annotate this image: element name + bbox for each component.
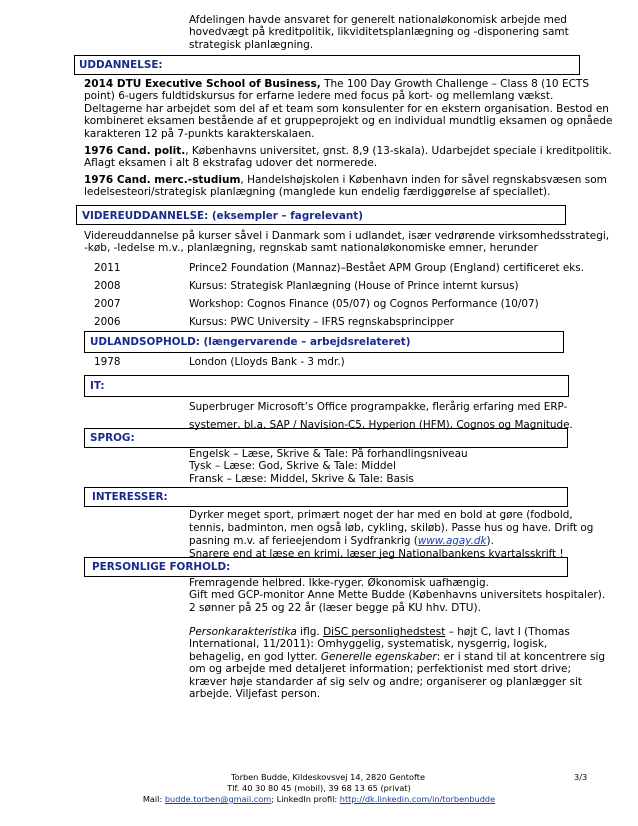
personlighed-line: om og arbejde med detaljeret information; perfektionist med stort drive; <box>189 663 572 676</box>
education-merc <box>84 174 607 199</box>
interesser-line: pasning m.v. af feriеejendom i Sydfrankrig ( <box>189 535 418 547</box>
mail-label: Mail: <box>142 794 165 804</box>
stay-year: 1978 <box>94 356 121 368</box>
education-dtu-text: Deltagerne har arbejdet som del af et team som konsulenter for en ekstern organisation. Bestod en <box>84 102 609 115</box>
course-year: 2008 <box>94 280 121 292</box>
personlighed-line: kræver høje standarder af sig selv og andre; organiserer og planlægger sit <box>189 675 583 688</box>
section-heading-videre: VIDEREUDDANNELSE: (eksempler – fagrelevant) <box>82 210 363 222</box>
intro-line: hovedvægt på kreditpolitik, likviditetsplanlægning og -disponering samt <box>189 26 569 39</box>
course-text: Workshop: Cognos Finance (05/07) og Cognos Performance (10/07) <box>189 298 539 310</box>
personlighed-text <box>189 626 605 700</box>
course-year: 2011 <box>94 262 121 274</box>
personlige-line: 2 sønner på 25 og 22 år (læser begge på KU hhv. DTU). <box>189 601 481 614</box>
interesser-line: Dyrker meget sport, primært noget der har med en bold at gøre (fodbold, <box>189 509 573 521</box>
footer-address: Torben Budde, Kildeskovsvej 14, 2820 Gentofte <box>230 772 426 782</box>
personlighed-line: International, 11/2011): Omhyggelig, systematisk, nysgerrig, logisk, <box>189 638 548 651</box>
education-merc-text: , Handelshøjskolen i København inden for såvel regnskabsvæsen som <box>240 174 607 186</box>
interesser-line: Snarere end at læse en krimi, læser jeg Nationalbankens kvartalsskrift ! <box>189 548 564 560</box>
section-heading-sprog: SPROG: <box>90 432 135 444</box>
course-year: 2007 <box>94 298 121 310</box>
education-dtu-text: The 100 Day Growth Challenge – Class 8 (10 ECTS <box>320 78 589 90</box>
agay-link[interactable]: www.agay.dk <box>417 535 487 547</box>
education-polit-text: , Københavns universitet, gnst. 8,9 (13-skala). Udarbejdet speciale i kreditpolitik. <box>185 145 612 157</box>
personlighed-text-part: behagelig, en god lytter. <box>189 650 321 663</box>
section-box-it <box>84 375 569 397</box>
section-heading-interesser: INTERESSER: <box>92 491 168 503</box>
linkedin-label: ; LinkedIn profil: <box>271 794 340 804</box>
page-number: 3/3 <box>574 772 588 782</box>
videre-intro-line: Videreuddannelse på kurser såvel i Danmark som i udlandet, især vedrørende virksomhedsstrategi, <box>84 230 610 242</box>
education-dtu-text: kombineret eksamen bestående af et gruppeprojekt og en individual mundtlig eksamen og opnåede <box>84 115 613 128</box>
interesser-text <box>189 509 593 561</box>
personlige-line: Gift med GCP-monitor Anne Mette Budde (Københavns universitets hospitaler). <box>189 589 606 602</box>
education-merc-title: 1976 Cand. merc.-studium <box>84 174 241 186</box>
section-heading-personlige: PERSONLIGE FORHOLD: <box>92 561 231 573</box>
it-line: systemer, bl.a. SAP / Navision-C5, Hyperion (HFM), Cognos og Magnitude. <box>189 419 573 431</box>
sprog-line: Fransk – Læse: Middel, Skrive & Tale: Basis <box>189 472 414 485</box>
videre-intro <box>84 230 609 255</box>
intro-line: Afdelingen havde ansvaret for generelt nationaløkonomisk arbejde med <box>189 14 567 26</box>
footer-line-3 <box>0 794 638 805</box>
sprog-line: Tysk – Læse: God, Skrive & Tale: Middel <box>189 460 396 473</box>
education-polit-text: Aflagt eksamen i alt 8 ekstrafag udover det normerede. <box>84 157 378 170</box>
course-text: Prince2 Foundation (Mannaz)–Bestået APM Group (England) certificeret eks. <box>189 262 585 274</box>
footer-phone: Tlf. 40 30 80 45 (mobil), 39 68 13 65 (privat) <box>227 783 411 793</box>
personkarakteristika-label: Personkarakteristika <box>189 626 297 638</box>
course-year: 2006 <box>94 316 121 328</box>
personlighed-line: arbejde. Viljefast person. <box>189 688 321 701</box>
stay-text: London (Lloyds Bank - 3 mdr.) <box>189 356 345 368</box>
personlighed-text-part: – højt C, lavt I (Thomas <box>445 626 570 638</box>
education-dtu <box>84 78 612 140</box>
education-polit-title: 1976 Cand. polit. <box>84 145 186 157</box>
course-text: Kursus: Strategisk Planlægning (House of Prince internt kursus) <box>189 280 519 292</box>
sprog-text <box>189 448 468 485</box>
course-text: Kursus: PWC University – IFRS regnskabsprincipper <box>189 316 454 328</box>
education-dtu-text: karakteren 12 på 7-punkts karakterskalaen. <box>84 127 315 140</box>
personlige-text <box>189 577 605 614</box>
disc-test-label: DiSC personlighedstest <box>323 626 446 638</box>
personlighed-text-part: iflg. <box>296 626 324 638</box>
it-line: Superbruger Microsoft’s Office programpakke, flerårig erfaring med ERP- <box>189 401 568 413</box>
interesser-line: tennis, badminton, men også løb, cykling, skiløb). Passe hus og have. Drift og <box>189 522 594 534</box>
section-heading-uddannelse: UDDANNELSE: <box>79 59 163 71</box>
section-box-sprog <box>84 428 568 448</box>
intro-line: strategisk planlægning. <box>189 38 314 51</box>
education-dtu-text: point) 6-ugers fuldtidskursus for erfarne ledere med focus på kort- og mellemlang vækst. <box>84 90 554 103</box>
videre-intro-line: -køb, -ledelse m.v., planlægning, regnskab samt nationaløkonomiske emner, herunder <box>84 242 538 255</box>
personlige-line: Fremragende helbred. Ikke-ryger. Økonomisk uafhængig. <box>189 577 489 589</box>
sprog-line: Engelsk – Læse, Skrive & Tale: På forhandlingsniveau <box>189 448 468 460</box>
footer-line-1 <box>0 772 638 783</box>
section-heading-udlands: UDLANDSOPHOLD: (længervarende – arbejdsrelateret) <box>90 336 411 348</box>
education-dtu-title: 2014 DTU Executive School of Business, <box>84 78 321 90</box>
section-heading-it: IT: <box>90 380 105 392</box>
education-merc-text: ledelsesteori/strategisk planlægning (manglede kun endelig færdiggørelse af speciallet). <box>84 186 551 199</box>
education-polit <box>84 145 612 170</box>
personlighed-text-part: : er i stand til at koncentrere sig <box>436 650 606 663</box>
interesser-line-end: ). <box>486 535 494 547</box>
linkedin-link[interactable]: http://dk.linkedin.com/in/torbenbudde <box>339 794 496 804</box>
generelle-egenskaber-label: Generelle egenskaber <box>320 650 437 663</box>
mail-link[interactable]: budde.torben@gmail.com <box>164 794 272 804</box>
intro-paragraph <box>189 14 569 51</box>
